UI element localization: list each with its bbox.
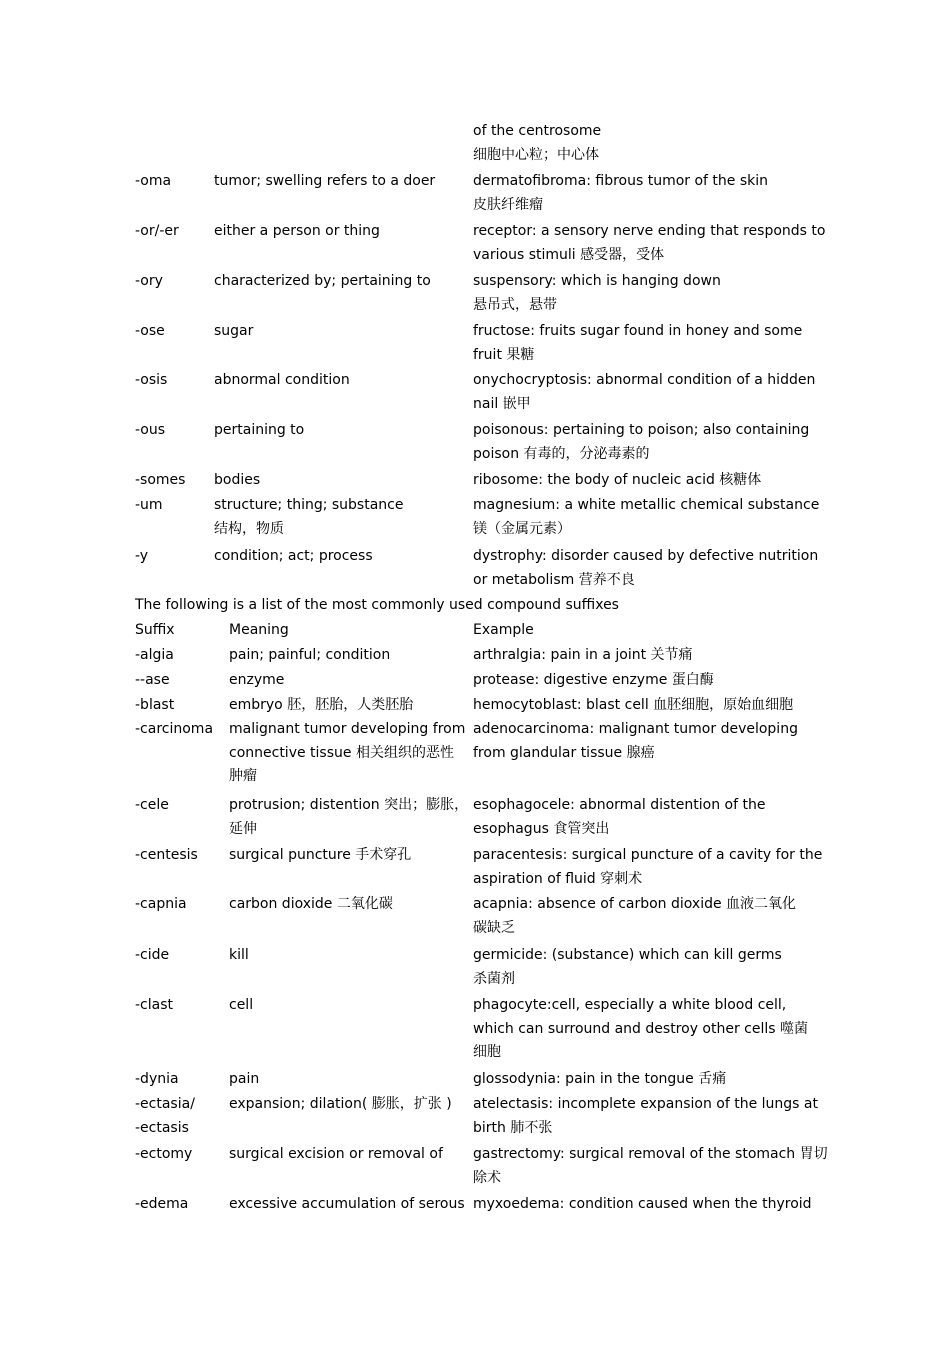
meaning-cell: excessive accumulation of serous xyxy=(229,1196,465,1212)
meaning-cell: surgical excision or removal of xyxy=(229,1146,443,1162)
example-cell: gastrectomy: surgical removal of the stomach 胃切 除术 xyxy=(473,1146,828,1186)
meaning-cell: malignant tumor developing from connective tissue 相关组织的恶性 肿瘤 xyxy=(229,721,466,784)
suffix-cell: -centesis xyxy=(135,847,198,863)
meaning-cell: characterized by; pertaining to xyxy=(214,273,431,289)
meaning-cell: either a person or thing xyxy=(214,223,380,239)
example-cell: ribosome: the body of nucleic acid 核糖体 xyxy=(473,472,762,488)
meaning-cell: kill xyxy=(229,947,249,963)
suffix-cell: -edema xyxy=(135,1196,189,1212)
meaning-cell: pertaining to xyxy=(214,422,305,438)
meaning-cell: cell xyxy=(229,997,254,1013)
suffix-cell: -blast xyxy=(135,697,175,713)
example-cell: receptor: a sensory nerve ending that responds to various stimuli 感受器，受体 xyxy=(473,223,826,263)
suffix-cell: --ase xyxy=(135,672,170,688)
meaning-cell: condition; act; process xyxy=(214,548,373,564)
suffix-cell: -ectasia/ -ectasis xyxy=(135,1096,195,1136)
suffix-cell: -ous xyxy=(135,422,166,438)
example-cell: acapnia: absence of carbon dioxide 血液二氧化 碳缺乏 xyxy=(473,896,797,936)
example-cell: dermatofibroma: fibrous tumor of the skin 皮肤纤维瘤 xyxy=(473,173,769,213)
suffix-cell: -algia xyxy=(135,647,174,663)
suffix-cell: -somes xyxy=(135,472,186,488)
suffix-cell: -cele xyxy=(135,797,169,813)
meaning-cell: embryo 胚，胚胎，人类胚胎 xyxy=(229,697,414,713)
example-cell: paracentesis: surgical puncture of a cavity for the aspiration of fluid 穿刺术 xyxy=(473,847,823,887)
example-cell: atelectasis: incomplete expansion of the lungs at birth 肺不张 xyxy=(473,1096,818,1136)
example-cell: germicide: (substance) which can kill germs 杀菌剂 xyxy=(473,947,782,987)
meaning-cell: bodies xyxy=(214,472,261,488)
suffix-cell: -cide xyxy=(135,947,170,963)
example-cell: suspensory: which is hanging down 悬吊式，悬带 xyxy=(473,273,721,313)
example-cell: poisonous: pertaining to poison; also containing poison 有毒的，分泌毒素的 xyxy=(473,422,810,462)
example-cell: fructose: fruits sugar found in honey and some fruit 果糖 xyxy=(473,323,803,363)
suffix-cell: -ory xyxy=(135,273,163,289)
suffix-cell: -dynia xyxy=(135,1071,179,1087)
meaning-cell: pain xyxy=(229,1071,260,1087)
meaning-cell: structure; thing; substance 结构，物质 xyxy=(214,497,404,537)
example-cell: arthralgia: pain in a joint 关节痛 xyxy=(473,647,693,663)
example-cell: onychocryptosis: abnormal condition of a hidden nail 嵌甲 xyxy=(473,372,816,412)
example-cell: adenocarcinoma: malignant tumor developing from glandular tissue 腺癌 xyxy=(473,721,798,761)
header-suffix: Suffix xyxy=(135,622,175,638)
meaning-cell: sugar xyxy=(214,323,254,339)
example-cell: of the centrosome 细胞中心粒；中心体 xyxy=(473,123,602,163)
meaning-cell: pain; painful; condition xyxy=(229,647,391,663)
meaning-cell: tumor; swelling refers to a doer xyxy=(214,173,436,189)
meaning-cell: protrusion; distention 突出；膨胀， 延伸 xyxy=(229,797,469,837)
meaning-cell: expansion; dilation( 膨胀，扩张 ) xyxy=(229,1096,452,1112)
example-cell: hemocytoblast: blast cell 血胚细胞，原始血细胞 xyxy=(473,697,794,713)
suffix-cell: -oma xyxy=(135,173,172,189)
header-example: Example xyxy=(473,622,534,638)
suffix-cell: -um xyxy=(135,497,163,513)
suffix-cell: -ose xyxy=(135,323,165,339)
suffix-cell: -ectomy xyxy=(135,1146,193,1162)
suffix-cell: -clast xyxy=(135,997,174,1013)
example-cell: magnesium: a white metallic chemical substance 镁（金属元素） xyxy=(473,497,820,537)
suffix-cell: -capnia xyxy=(135,896,187,912)
suffix-cell: -carcinoma xyxy=(135,721,214,737)
example-cell: glossodynia: pain in the tongue 舌痛 xyxy=(473,1071,727,1087)
meaning-cell: surgical puncture 手术穿孔 xyxy=(229,847,412,863)
intro-text: The following is a list of the most commonly used compound suffixes xyxy=(135,597,619,613)
suffix-cell: -y xyxy=(135,548,149,564)
suffix-cell: -or/-er xyxy=(135,223,179,239)
example-cell: esophagocele: abnormal distention of the esophagus 食管突出 xyxy=(473,797,766,837)
example-cell: protease: digestive enzyme 蛋白酶 xyxy=(473,672,714,688)
example-cell: myxoedema: condition caused when the thyroid xyxy=(473,1196,812,1212)
meaning-cell: carbon dioxide 二氧化碳 xyxy=(229,896,393,912)
header-meaning: Meaning xyxy=(229,622,289,638)
suffix-cell: -osis xyxy=(135,372,168,388)
meaning-cell: enzyme xyxy=(229,672,285,688)
example-cell: phagocyte:cell, especially a white blood cell, which can surround and destroy other cells 噬菌 细胞 xyxy=(473,997,809,1060)
meaning-cell: abnormal condition xyxy=(214,372,350,388)
example-cell: dystrophy: disorder caused by defective nutrition or metabolism 营养不良 xyxy=(473,548,819,588)
